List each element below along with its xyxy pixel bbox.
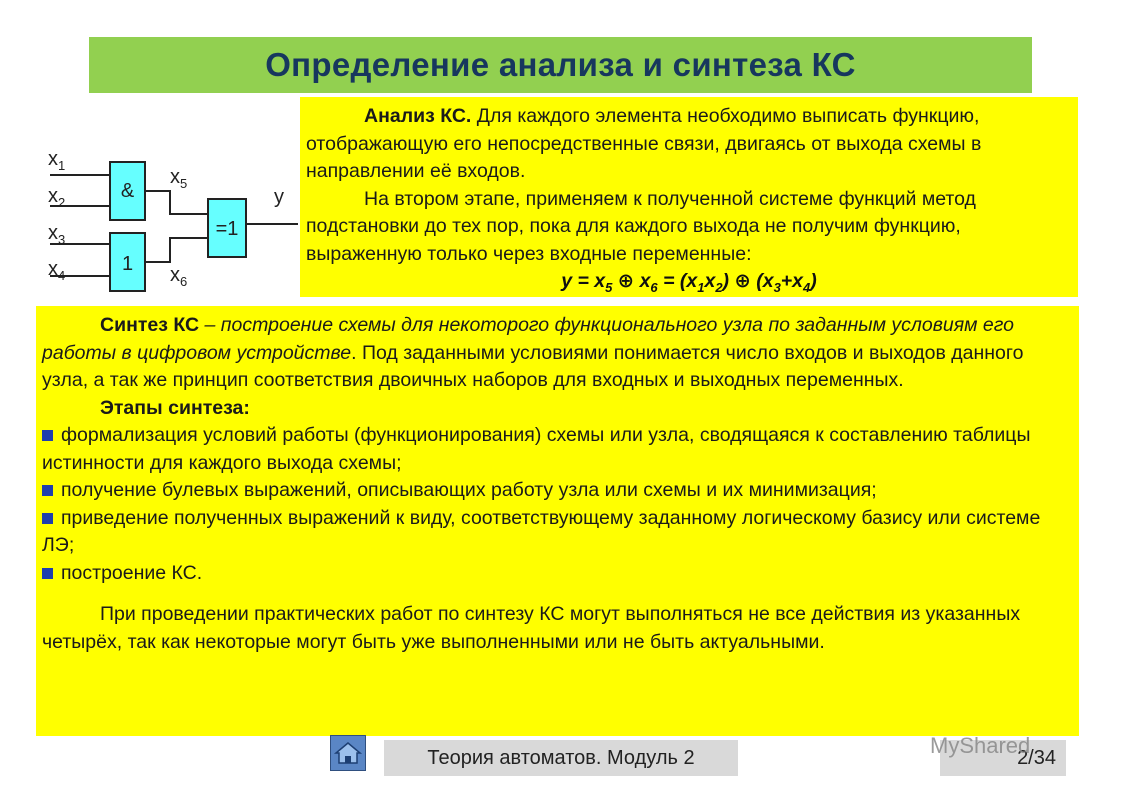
wire-x5 <box>145 191 208 214</box>
analysis-formula: $y = x_5$ ⊕ $x_6 = (x_1x_2)$ ⊕ $(x_3+x_4)$ <box>561 270 817 295</box>
stages-heading: Этапы синтеза: <box>100 396 250 419</box>
logic-circuit-diagram <box>40 140 300 300</box>
page-title: Определение анализа и синтеза КС <box>265 46 856 83</box>
label-y: y <box>274 186 284 208</box>
bullet-square-icon <box>42 568 53 579</box>
xor-gate-label: =1 <box>215 218 239 240</box>
spacer <box>42 587 1071 601</box>
synthesis-note: При проведении практических работ по синтезу КС могут выполняться не все действия из указанных четырёх, так как некоторые могут быть уже выполненными или не быть актуальными. <box>42 603 1021 653</box>
home-button[interactable] <box>330 735 366 771</box>
stage-item: построение КС. <box>42 560 1071 588</box>
and-gate-label: & <box>120 180 135 202</box>
synthesis-definition-text: – построение схемы для некоторого функционального узла по заданным условиям его работы в цифровом устройстве <box>42 314 1015 364</box>
label-x5: $x_5$ <box>170 166 188 191</box>
analysis-text-1: Для каждого элемента необходимо выписать функцию, отображающую его непосредственные связи, двигаясь от выхода схемы в направлении её входов. <box>306 105 982 182</box>
analysis-heading: Анализ КС. <box>364 105 472 127</box>
bullet-square-icon <box>42 430 53 441</box>
stage-item: приведение полученных выражений к виду, соответствующему заданному логическому базису или системе ЛЭ; <box>42 506 1041 556</box>
label-x4: $x_4$ <box>48 258 66 283</box>
synthesis-rest-text: . Под заданными условиями понимается число входов и выходов данного узла, а так же принцип соответствия двоичных наборов для входных и выходных переменных. <box>42 341 1024 391</box>
page-number: 2/34 <box>940 740 1066 776</box>
synthesis-definition <box>42 312 1071 395</box>
bullet-square-icon <box>42 513 53 524</box>
label-x1: $x_1$ <box>48 148 66 173</box>
stage-item: формализация условий работы (функционирования) схемы или узла, сводящаяся к составлению таблицы истинности для каждого выхода схемы; <box>42 424 1031 474</box>
analysis-paragraph-1 <box>306 103 1072 186</box>
synthesis-panel <box>36 306 1079 736</box>
title-bar <box>89 37 1032 93</box>
or-gate-label: 1 <box>121 253 134 275</box>
home-icon <box>331 736 365 770</box>
analysis-panel <box>300 97 1078 297</box>
wire-x6 <box>145 238 208 262</box>
bullet-square-icon <box>42 485 53 496</box>
watermark: MyShared <box>930 733 1031 758</box>
label-x3: $x_3$ <box>48 222 66 247</box>
label-x2: $x_2$ <box>48 185 66 210</box>
stage-item: получение булевых выражений, описывающих работу узла или схемы и их минимизация; <box>42 477 1071 505</box>
course-footer: Теория автоматов. Модуль 2 <box>384 740 738 776</box>
label-x6: $x_6$ <box>170 264 188 289</box>
analysis-paragraph-2: На втором этапе, применяем к полученной системе функций метод подстановки до тех пор, пока для каждого выхода не получим функцию, выраженную только через входные переменные: <box>306 187 976 265</box>
synthesis-heading: Синтез КС <box>100 314 200 336</box>
